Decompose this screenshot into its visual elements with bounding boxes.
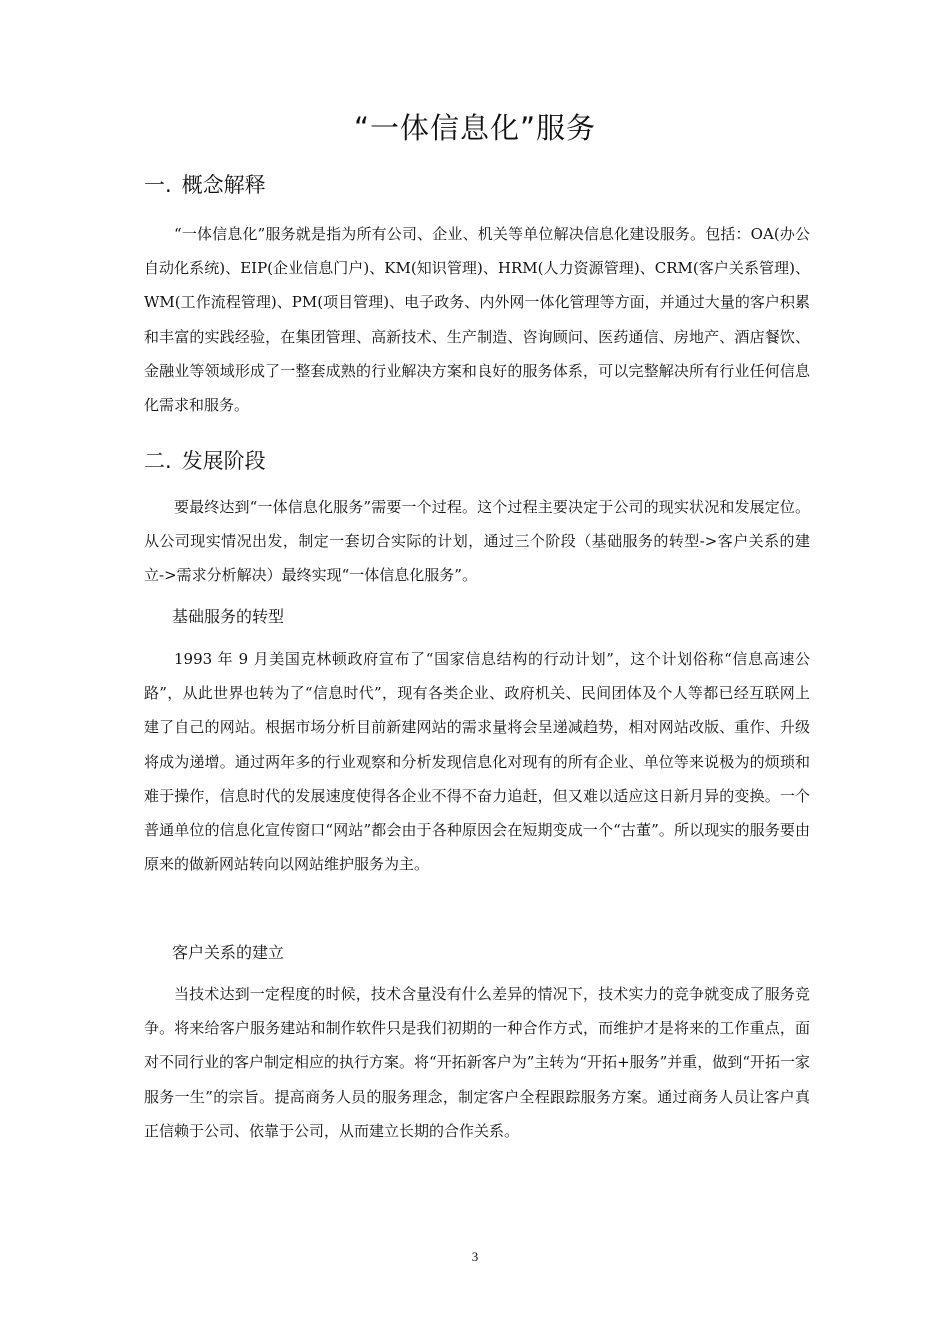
subsection-heading-customer-relations: 客户关系的建立	[172, 943, 285, 962]
section-heading-text: 概念解释	[181, 173, 266, 197]
section-heading-text: 发展阶段	[181, 449, 266, 473]
section-heading-concept	[144, 169, 266, 201]
page-number: 3	[471, 1249, 479, 1264]
paragraph-text: “一体信息化”服务就是指为所有公司、企业、机关等单位解决信息化建设服务。包括：OA(办公自动化系统)、EIP(企业信息门户)、KM(知识管理)、HRM(人力资源管理)、CRM(客户关系管理)、WM(工作流程管理)、PM(项目管理)、电子政务、内外网一体化管理等方面，并通过大量的客户积累和丰富的实践经验，在集团管理、高新技术、生产制造、咨询顾问、医药通信、房地产、酒店餐饮、金融业等领域形成了一整套成熟的行业解决方案和良好的服务体系，可以完整解决所有行业任何信息化需求和服务。	[144, 225, 810, 415]
document-title: “一体信息化”服务	[353, 111, 597, 145]
paragraph-text: 1993 年 9 月美国克林顿政府宣布了“国家信息结构的行动计划”，这个计划俗称“信息高速公路”，从此世界也转为了“信息时代”，现有各类企业、政府机关、民间团体及个人等都已经互联网上建了自己的网站。根据市场分析目前新建网站的需求量将会呈递减趋势，相对网站改版、重作、升级将成为递增。通过两年多的行业观察和分析发现信息化对现有的所有企业、单位等来说极为的烦琐和难于操作，信息时代的发展速度使得各企业不得不奋力追赶，但又难以适应这日新月异的变换。一个普通单位的信息化宣传窗口“网站”都会由于各种原因会在短期变成一个“古董”。所以现实的服务要由原来的做新网站转向以网站维护服务为主。	[144, 650, 810, 874]
paragraph-text: 要最终达到“一体信息化服务”需要一个过程。这个过程主要决定于公司的现实状况和发展定位。从公司现实情况出发，制定一套切合实际的计划，通过三个阶段（基础服务的转型->客户关系的建立->需求分析解决）最终实现“一体信息化服务”。	[144, 498, 810, 585]
subsection-heading-basic-service: 基础服务的转型	[172, 607, 285, 626]
paragraph-text: 当技术达到一定程度的时候，技术含量没有什么差异的情况下，技术实力的竞争就变成了服务竞争。将来给客户服务建站和制作软件只是我们初期的一种合作方式，而维护才是将来的工作重点，面对不同行业的客户制定相应的执行方案。将“开拓新客户为”主转为“开拓+服务”并重，做到“开拓一家服务一生”的宗旨。提高商务人员的服务理念，制定客户全程跟踪服务方案。通过商务人员让客户真正信赖于公司、依靠于公司，从而建立长期的合作关系。	[144, 985, 810, 1140]
section-paragraph-development	[144, 490, 810, 593]
section-heading-development	[144, 445, 266, 477]
section-number: 一.	[144, 173, 172, 197]
section-number: 二.	[144, 449, 172, 473]
section-paragraph-concept	[144, 217, 810, 422]
subsection-paragraph-basic-service	[144, 642, 810, 881]
subsection-paragraph-customer-relations	[144, 977, 810, 1148]
